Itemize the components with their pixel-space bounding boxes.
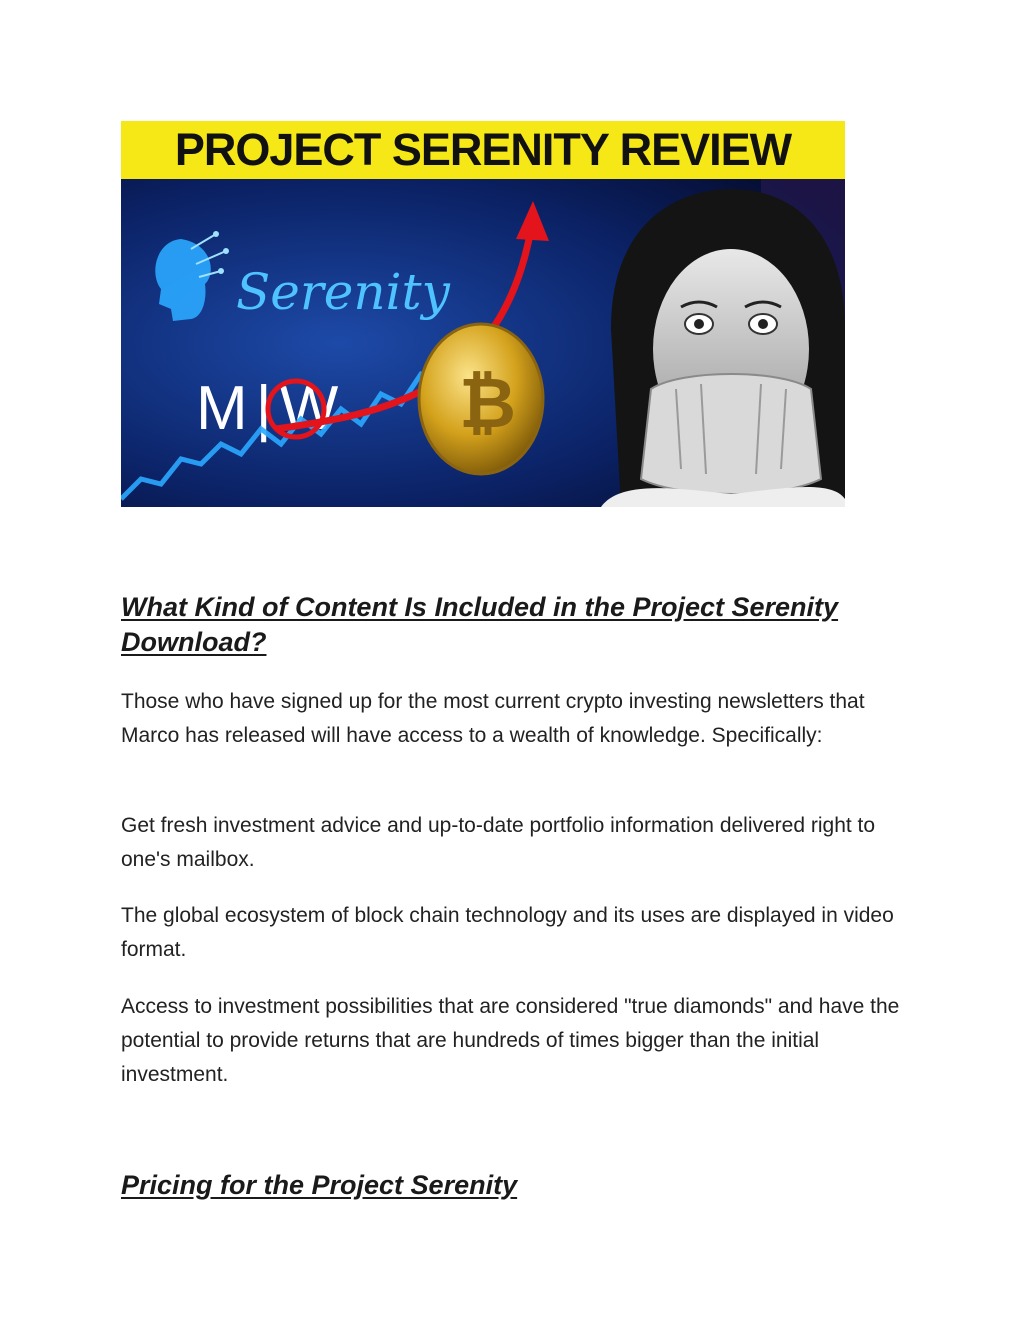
intro-paragraph: Those who have signed up for the most current crypto investing newsletters that Marco has released will have access to a wealth of knowledge. Specifically:: [121, 690, 865, 747]
paragraph-video-format: The global ecosystem of block chain technology and its uses are displayed in video format.: [121, 904, 894, 961]
svg-text:₿: ₿: [459, 362, 517, 444]
paragraph-true-diamonds: Access to investment possibilities that are considered "true diamonds" and have the potential to provide returns that are hundreds of times bigger than the initial investment.: [121, 995, 900, 1086]
banner-title: PROJECT SERENITY REVIEW: [121, 121, 845, 179]
banner-artwork: [121, 179, 845, 507]
paragraph-investment-advice: Get fresh investment advice and up-to-date portfolio information delivered right to one's mailbox.: [121, 814, 876, 871]
surprised-woman-image: [601, 189, 845, 507]
review-banner-image: [121, 121, 845, 507]
section-heading-content: What Kind of Content Is Included in the Project Serenity Download?: [121, 592, 839, 657]
section-heading-pricing: Pricing for the Project Serenity: [121, 1170, 518, 1200]
bitcoin-coin-icon: [419, 324, 543, 474]
serenity-logo-text: Serenity: [236, 263, 450, 321]
mw-monogram: M|W: [196, 374, 347, 443]
